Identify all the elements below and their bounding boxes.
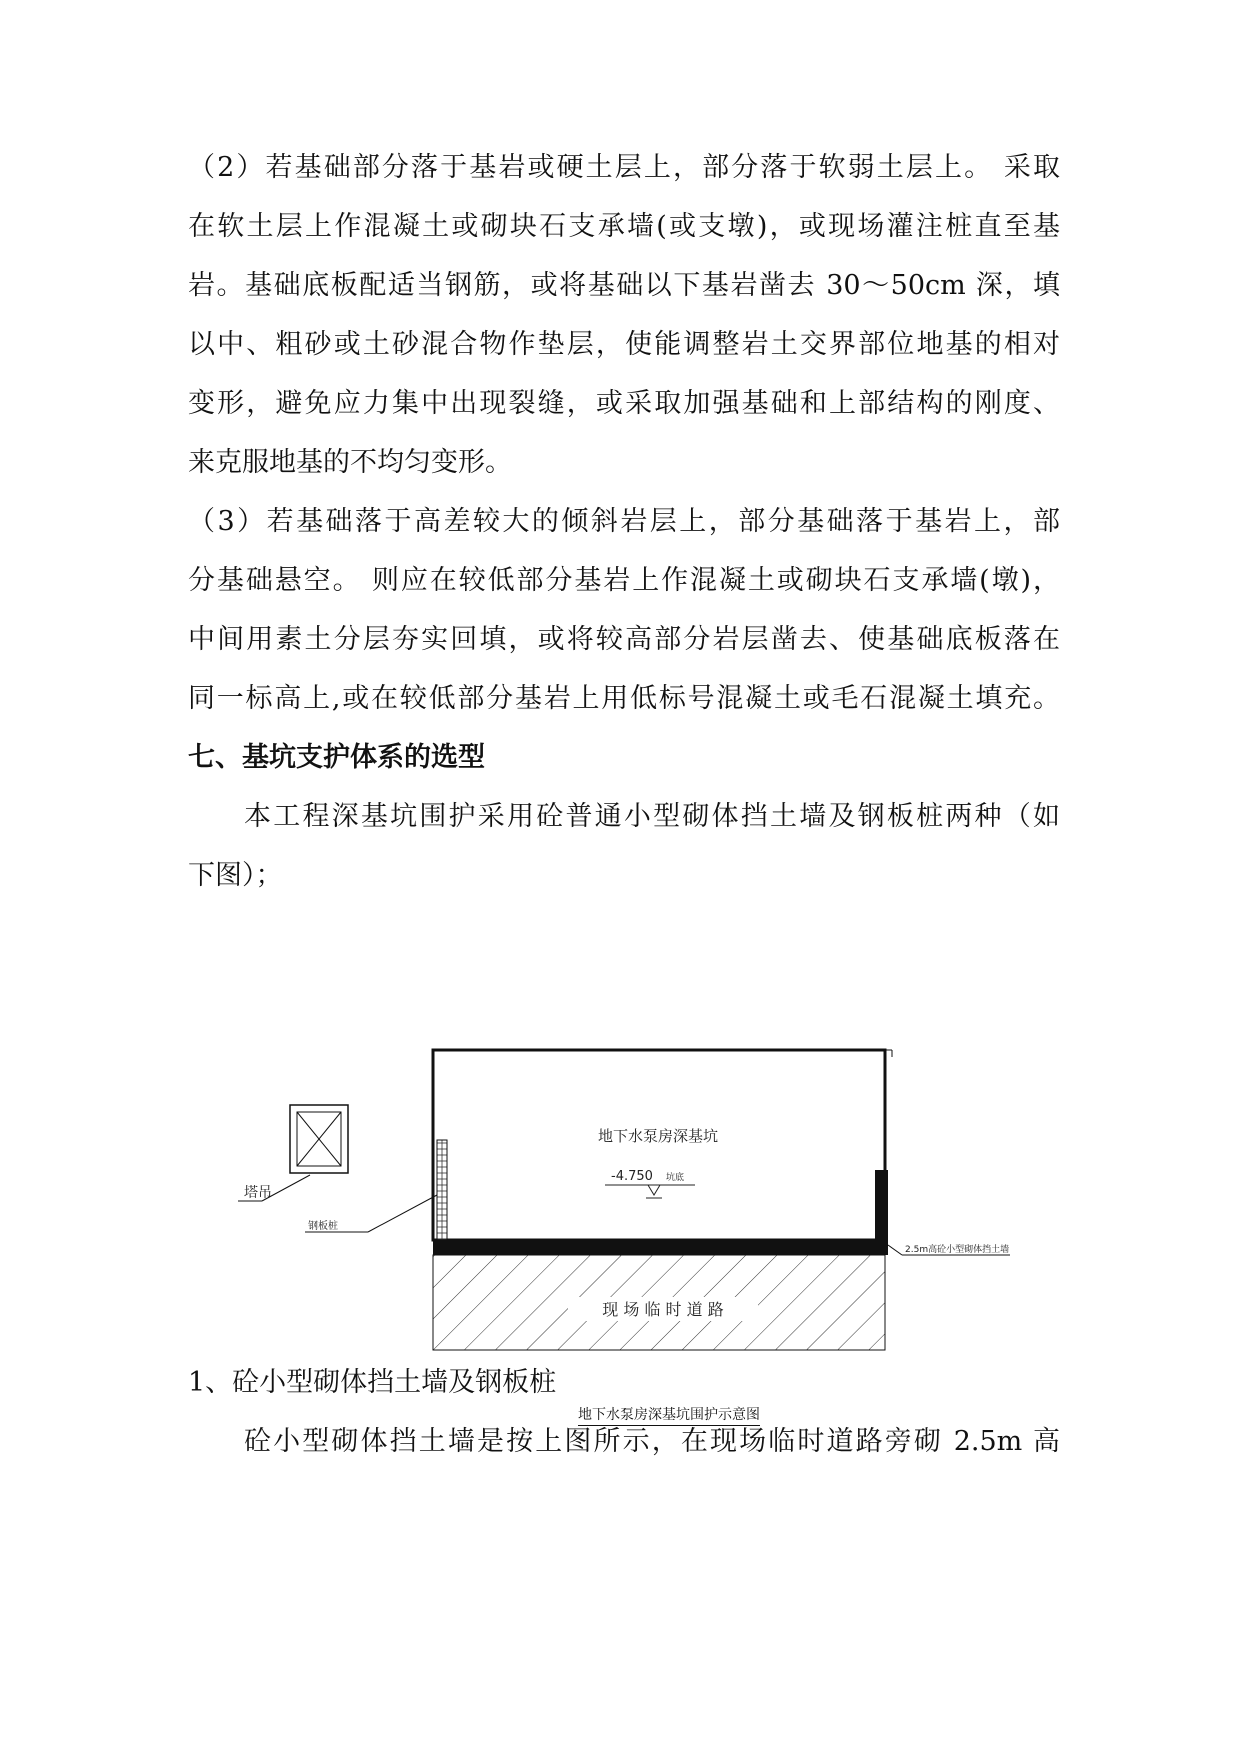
paragraph-3-line-3: 中间用素土分层夯实回填，或将较高部分岩层凿去、使基础底板落在: [188, 624, 1060, 655]
sheet-pile-leader: [368, 1195, 437, 1232]
retaining-wall-block: [875, 1170, 888, 1255]
paragraph-3-line-4: 同一标高上,或在较低部分基岩上用低标号混凝土或毛石混凝土填充。: [188, 683, 1060, 714]
pit-outline: [433, 1050, 885, 1240]
paragraph-2-line-3: 岩。基础底板配适当钢筋，或将基础以下基岩凿去 30～50cm 深，填: [188, 270, 1060, 301]
elevation-marker-icon: [648, 1185, 660, 1195]
paragraph-3-line-1: （3）若基础落于高差较大的倾斜岩层上，部分基础落于基岩上，部: [188, 506, 1060, 537]
intro-line-2: 下图）；: [188, 860, 283, 891]
paragraph-2-line-1: （2）若基础部分落于基岩或硬土层上，部分落于软弱土层上。 采取: [188, 152, 1060, 183]
foundation-pit-diagram: [244, 1035, 1010, 1355]
paragraph-2-line-2: 在软土层上作混凝土或砌块石支承墙(或支墩)，或现场灌注桩直至基: [188, 211, 1060, 242]
body-end-line: 砼小型砌体挡土墙是按上图所示，在现场临时道路旁砌 2.5m 高: [244, 1426, 1060, 1457]
elevation-note: 坑底: [666, 1173, 685, 1183]
sheet-pile-strip: [437, 1140, 447, 1240]
pit-label: 地下水泵房深基坑: [597, 1127, 719, 1145]
retaining-wall-label: 2.5m高砼小型砌体挡土墙: [905, 1245, 1010, 1255]
paragraph-2-line-6: 来克服地基的不均匀变形。: [188, 447, 512, 478]
road-label: 现 场 临 时 道 路: [602, 1300, 724, 1319]
pit-bottom-slab: [433, 1240, 888, 1255]
section-heading: 七、基坑支护体系的选型: [188, 742, 485, 773]
intro-line-1: 本工程深基坑围护采用砼普通小型砌体挡土墙及钢板桩两种（如: [244, 801, 1060, 832]
paragraph-2-line-4: 以中、粗砂或土砂混合物作垫层，使能调整岩土交界部位地基的相对: [188, 329, 1060, 360]
sheet-pile-label: 钢板桩: [308, 1221, 338, 1232]
diagram-caption: 地下水泵房深基坑围护示意图: [578, 1404, 760, 1426]
retaining-wall-leader: [888, 1245, 902, 1255]
paragraph-3-line-2: 分基础悬空。 则应在较低部分基岩上作混凝土或砌块石支承墙(墩)，: [188, 565, 1060, 596]
paragraph-2-line-5: 变形，避免应力集中出现裂缝，或采取加强基础和上部结构的刚度、: [188, 388, 1060, 419]
tower-crane-label: 塔吊: [244, 1185, 272, 1201]
elevation-value: -4.750: [611, 1169, 653, 1184]
subheading: 1、砼小型砌体挡土墙及钢板桩: [188, 1367, 557, 1398]
